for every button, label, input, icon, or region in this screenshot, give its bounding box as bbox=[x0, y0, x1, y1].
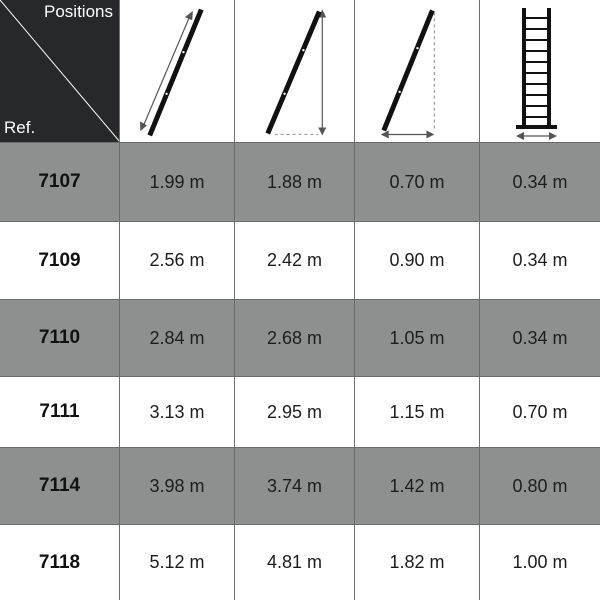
length-cell: 2.56 m bbox=[120, 222, 235, 299]
vertical-height-cell: 2.42 m bbox=[235, 222, 355, 299]
ladder-vertical-height-icon bbox=[235, 0, 354, 142]
header-horizontal-distance bbox=[355, 0, 480, 142]
vertical-height-cell: 2.68 m bbox=[235, 299, 355, 377]
ref-cell: 7118 bbox=[0, 525, 120, 600]
ref-cell: 7110 bbox=[0, 299, 120, 377]
ref-cell: 7111 bbox=[0, 377, 120, 447]
vertical-height-cell: 4.81 m bbox=[235, 525, 355, 600]
width-cell: 0.34 m bbox=[512, 250, 568, 270]
width-cell: 0.80 m bbox=[480, 447, 600, 525]
length-cell: 3.13 m bbox=[120, 377, 235, 447]
ladder-length-icon bbox=[120, 0, 234, 142]
header-vertical-height bbox=[235, 0, 355, 142]
ref-cell: 7107 bbox=[0, 142, 120, 222]
horizontal-distance-cell: 0.70 m bbox=[355, 142, 480, 222]
horizontal-distance-cell: 1.42 m bbox=[355, 447, 480, 525]
length-cell: 5.12 m bbox=[120, 525, 235, 600]
header-width bbox=[480, 0, 600, 142]
ref-cell: 7109 bbox=[0, 222, 120, 299]
ref-label: Ref. bbox=[4, 118, 36, 137]
ladder-width-icon bbox=[480, 0, 600, 142]
length-cell: 1.99 m bbox=[120, 142, 235, 222]
ref-cell: 7114 bbox=[0, 447, 120, 525]
ladder-horizontal-distance-icon bbox=[355, 0, 479, 142]
width-cell: 1.00 m bbox=[512, 552, 568, 572]
width-cell: 0.70 m bbox=[512, 401, 568, 422]
width-cell: 0.34 m bbox=[480, 142, 600, 222]
horizontal-distance-cell: 0.90 m bbox=[355, 222, 480, 299]
length-cell: 2.84 m bbox=[120, 299, 235, 377]
length-cell: 3.98 m bbox=[120, 447, 235, 525]
horizontal-distance-cell: 1.82 m bbox=[355, 525, 480, 600]
vertical-height-cell: 3.74 m bbox=[235, 447, 355, 525]
header-corner bbox=[0, 0, 120, 142]
vertical-height-cell: 2.95 m bbox=[235, 377, 355, 447]
horizontal-distance-cell: 1.05 m bbox=[355, 299, 480, 377]
positions-label: Positions bbox=[44, 2, 113, 21]
width-cell: 0.34 m bbox=[480, 299, 600, 377]
header-length bbox=[120, 0, 235, 142]
vertical-height-cell: 1.88 m bbox=[235, 142, 355, 222]
horizontal-distance-cell: 1.15 m bbox=[355, 377, 480, 447]
